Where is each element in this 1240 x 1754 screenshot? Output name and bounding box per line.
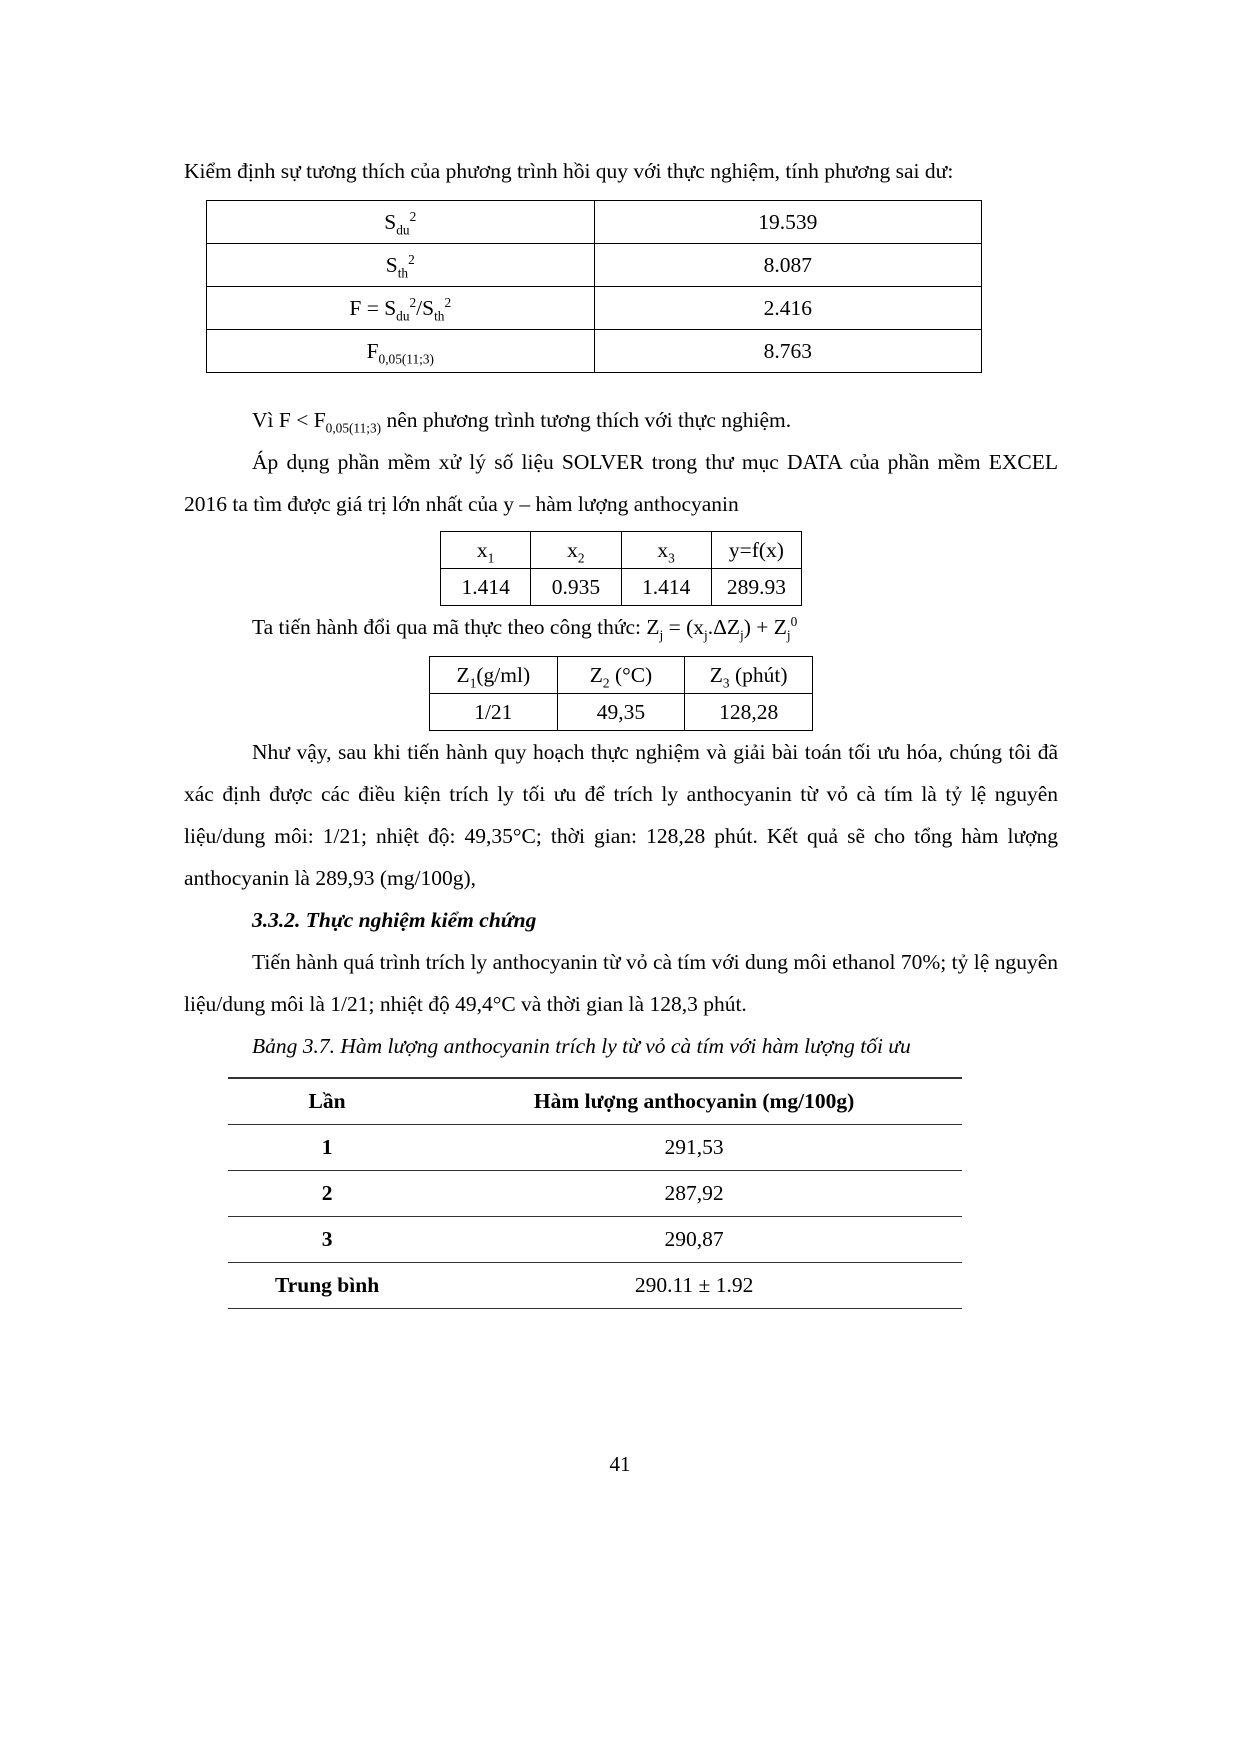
stat-value-sth: 8.087 xyxy=(594,244,982,287)
stat-label-fcrit: $F_{0,05(11;3)}$ xyxy=(207,330,595,373)
value-z1: 1/21 xyxy=(430,694,558,731)
table-header-row xyxy=(228,1078,962,1124)
verification-paragraph: Tiến hành quá trình trích ly anthocyanin từ vỏ cà tím với dung môi ethanol 70%; tỷ lệ nguyên liệu/dung môi là 1/21; nhiệt độ 49,4°C và thời gian là 128,3 phút. xyxy=(184,950,1058,1016)
stat-value-sdu: 19.539 xyxy=(594,201,982,244)
stat-label-sdu: $S_{du}^2$ xyxy=(207,201,595,244)
header-x1: $x_1$ xyxy=(441,532,531,569)
run-label: Trung bình xyxy=(228,1262,426,1308)
table-row xyxy=(228,1170,962,1216)
table-header-row xyxy=(430,657,813,694)
stat-label-sth: $S_{th}^2$ xyxy=(207,244,595,287)
table-caption: Bảng 3.7. Hàm lượng anthocyanin trích ly từ vỏ cà tím với hàm lượng tối ưu xyxy=(252,1034,911,1058)
page-content xyxy=(184,150,1058,1309)
solver-result-table xyxy=(440,531,802,606)
header-z1: $Z_1(g/ml)$ xyxy=(430,657,558,694)
table-row xyxy=(228,1124,962,1170)
header-z2: $Z_2$ (°C) xyxy=(557,657,685,694)
stat-value-f: 2.416 xyxy=(594,287,982,330)
table-row xyxy=(207,244,982,287)
table-value-row xyxy=(441,569,802,606)
run-label: 1 xyxy=(228,1124,426,1170)
header-y: y=f(x) xyxy=(711,532,801,569)
value-x3: 1.414 xyxy=(621,569,711,606)
stat-label-f: $F = S_{du}^2/S_{th}^2$ xyxy=(207,287,595,330)
run-label: 2 xyxy=(228,1170,426,1216)
stat-value-fcrit: 8.763 xyxy=(594,330,982,373)
run-value: 287,92 xyxy=(426,1170,962,1216)
table-row xyxy=(228,1262,962,1308)
header-x3: $x_3$ xyxy=(621,532,711,569)
table-value-row xyxy=(430,694,813,731)
conclusion-paragraph: Như vậy, sau khi tiến hành quy hoạch thực nghiệm và giải bài toán tối ưu hóa, chúng tôi đã xác định được các điều kiện trích ly tối ưu để trích ly anthocyanin từ vỏ cà tím là tỷ lệ nguyên liệu/dung môi: 1/21; nhiệt độ: 49,35°C; thời gian: 128,28 phút. Kết quả sẽ cho tổng hàm lượng anthocyanin là 289,93 (mg/100g), xyxy=(184,740,1058,890)
z-values-table xyxy=(429,656,813,731)
value-x2: 0.935 xyxy=(531,569,621,606)
coding-formula: Ta tiến hành đổi qua mã thực theo công thức: $Z_j = (x_j.\Delta Z_j) + Z_j^0$ xyxy=(252,613,798,643)
page-number: 41 xyxy=(609,1452,631,1476)
value-z3: 128,28 xyxy=(685,694,813,731)
col-header-anthocyanin: Hàm lượng anthocyanin (mg/100g) xyxy=(426,1078,962,1124)
variance-table xyxy=(206,200,982,373)
run-label: 3 xyxy=(228,1216,426,1262)
value-y: 289.93 xyxy=(711,569,801,606)
fit-statement: Vì $F < F_{0,05(11;3)}$ nên phương trình tương thích với thực nghiệm. xyxy=(252,408,792,436)
header-z3: $Z_3$ (phút) xyxy=(685,657,813,694)
solver-paragraph: Áp dụng phần mềm xử lý số liệu SOLVER trong thư mục DATA của phần mềm EXCEL 2016 ta tìm được giá trị lớn nhất của y – hàm lượng anthocyanin xyxy=(184,450,1058,516)
intro-paragraph: Kiểm định sự tương thích của phương trình hồi quy với thực nghiệm, tính phương sai dư: xyxy=(184,159,954,183)
value-x1: 1.414 xyxy=(441,569,531,606)
run-value: 291,53 xyxy=(426,1124,962,1170)
table-row xyxy=(207,287,982,330)
header-x2: $x_2$ xyxy=(531,532,621,569)
table-row xyxy=(207,330,982,373)
section-heading: 3.3.2. Thực nghiệm kiểm chứng xyxy=(252,908,537,932)
table-row xyxy=(207,201,982,244)
run-value: 290.11 ± 1.92 xyxy=(426,1262,962,1308)
table-header-row xyxy=(441,532,802,569)
table-row xyxy=(228,1216,962,1262)
results-table xyxy=(228,1077,962,1309)
col-header-lan: Lần xyxy=(228,1078,426,1124)
value-z2: 49,35 xyxy=(557,694,685,731)
run-value: 290,87 xyxy=(426,1216,962,1262)
